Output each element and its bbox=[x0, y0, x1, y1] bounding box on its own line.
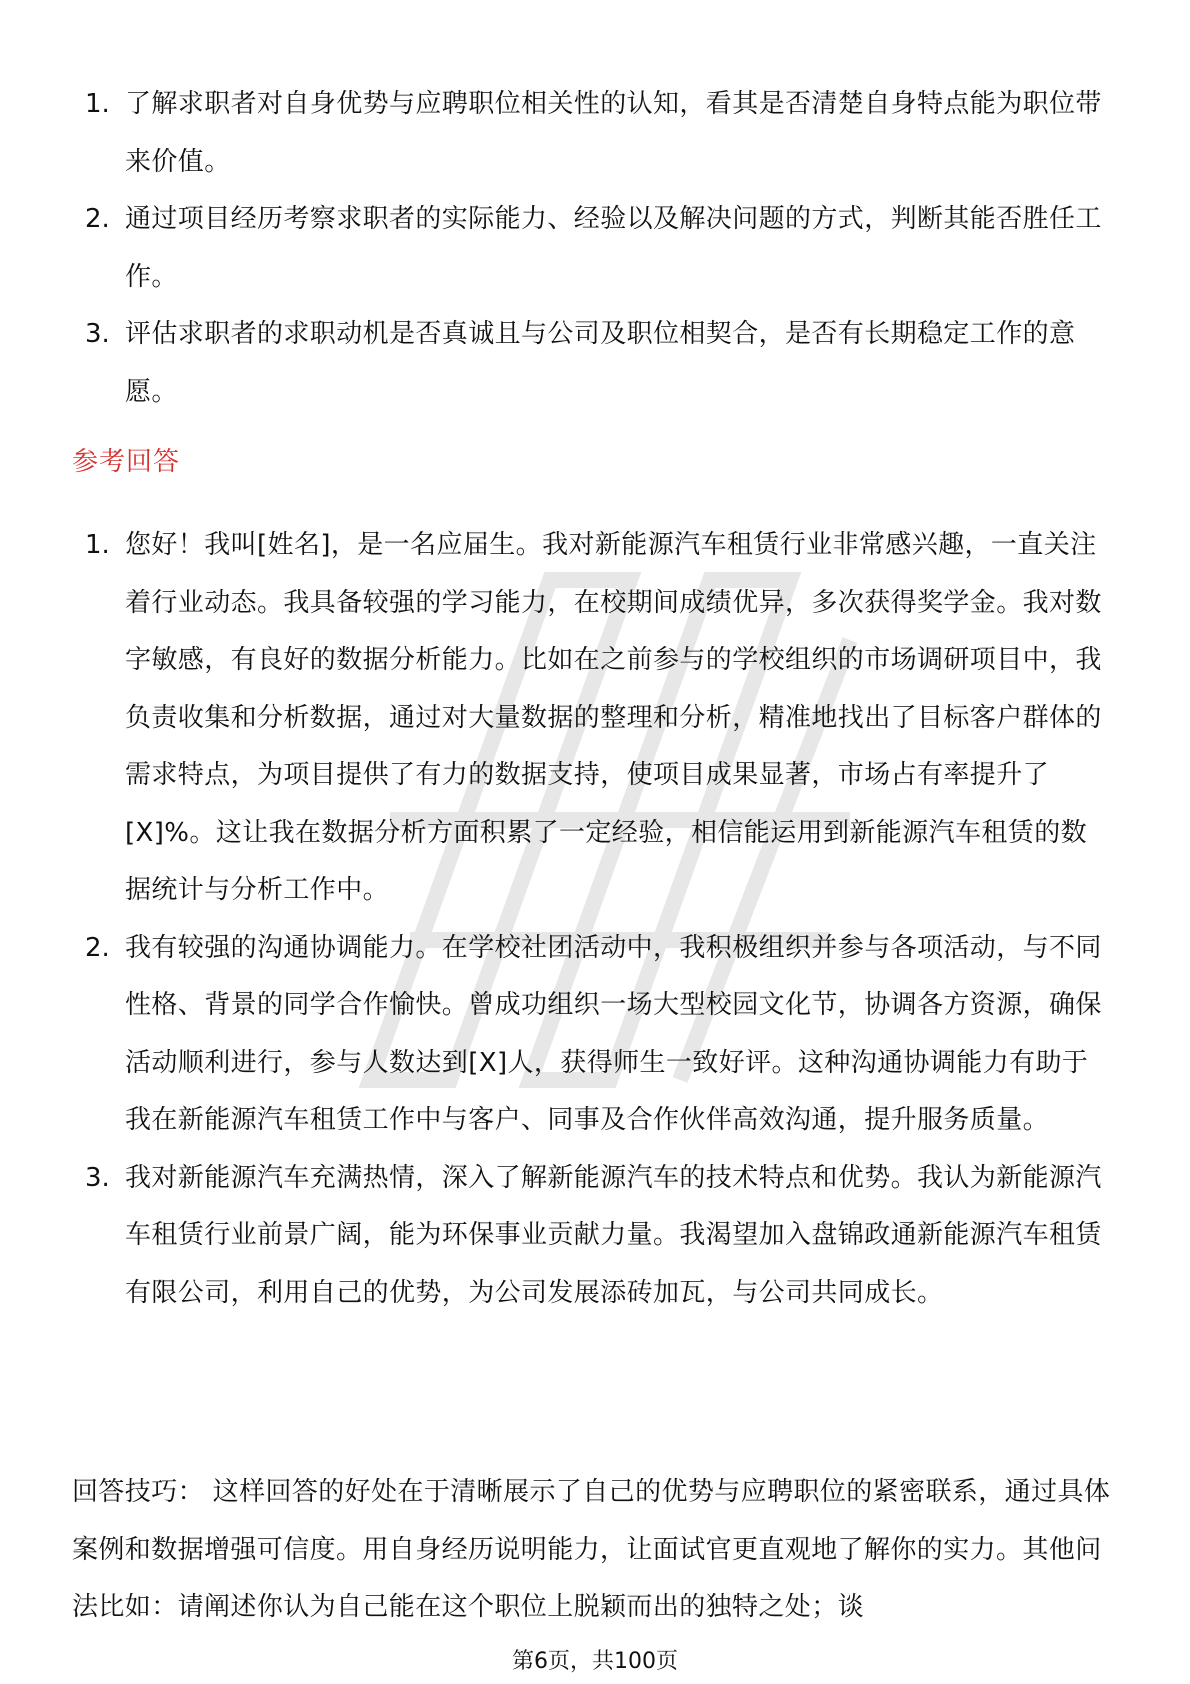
intent-item bbox=[0, 306, 1110, 421]
list-number: 2. bbox=[85, 204, 110, 234]
intent-item bbox=[0, 191, 1110, 306]
list-text: 我有较强的沟通协调能力。在学校社团活动中，我积极组织并参与各项活动，与不同性格、背景的同学合作愉快。曾成功组织一场大型校园文化节，协调各方资源，确保活动顺利进行，参与人数达到[X]人，获得师生一致好评。这种沟通协调能力有助于我在新能源汽车租赁工作中与客户、同事及合作伙伴高效沟通，提升服务质量。 bbox=[125, 932, 1102, 1135]
answer-item bbox=[0, 920, 1110, 1150]
list-number: 3. bbox=[85, 319, 110, 349]
list-number: 3. bbox=[85, 1162, 110, 1193]
answer-tips-paragraph: 回答技巧： 这样回答的好处在于清晰展示了自己的优势与应聘职位的紧密联系，通过具体案例和数据增强可信度。用自身经历说明能力，让面试官更直观地了解你的实力。其他问法比如：请阐述你认为自己能在这个职位上脱颖而出的独特之处；谈 bbox=[72, 1477, 1111, 1622]
answer-list bbox=[0, 517, 1190, 1322]
answer-heading: 参考回答 bbox=[72, 447, 181, 477]
intent-item bbox=[0, 76, 1110, 191]
list-number: 1. bbox=[85, 530, 110, 560]
list-number: 2. bbox=[85, 932, 110, 963]
answer-item bbox=[0, 1150, 1110, 1323]
list-text: 评估求职者的求职动机是否真诚且与公司及职位相契合，是否有长期稳定工作的意愿。 bbox=[125, 319, 1076, 407]
page-number-footer: 第6页，共100页 bbox=[512, 1649, 678, 1674]
intent-list bbox=[0, 76, 1190, 421]
answer-item bbox=[0, 517, 1110, 920]
list-number: 1. bbox=[85, 89, 110, 119]
list-text: 您好！我叫[姓名]，是一名应届生。我对新能源汽车租赁行业非常感兴趣，一直关注着行业动态。我具备较强的学习能力，在校期间成绩优异，多次获得奖学金。我对数字敏感，有良好的数据分析能力。比如在之前参与的学校组织的市场调研项目中，我负责收集和分析数据，通过对大量数据的整理和分析，精准地找出了目标客户群体的需求特点，为项目提供了有力的数据支持，使项目成果显著，市场占有率提升了[X]%。这让我在数据分析方面积累了一定经验，相信能运用到新能源汽车租赁的数据统计与分析工作中。 bbox=[125, 530, 1102, 905]
list-text: 我对新能源汽车充满热情，深入了解新能源汽车的技术特点和优势。我认为新能源汽车租赁行业前景广阔，能为环保事业贡献力量。我渴望加入盘锦政通新能源汽车租赁有限公司，利用自己的优势，为公司发展添砖加瓦，与公司共同成长。 bbox=[125, 1162, 1102, 1308]
list-text: 通过项目经历考察求职者的实际能力、经验以及解决问题的方式，判断其能否胜任工作。 bbox=[125, 204, 1102, 292]
list-text: 了解求职者对自身优势与应聘职位相关性的认知，看其是否清楚自身特点能为职位带来价值。 bbox=[125, 89, 1102, 177]
